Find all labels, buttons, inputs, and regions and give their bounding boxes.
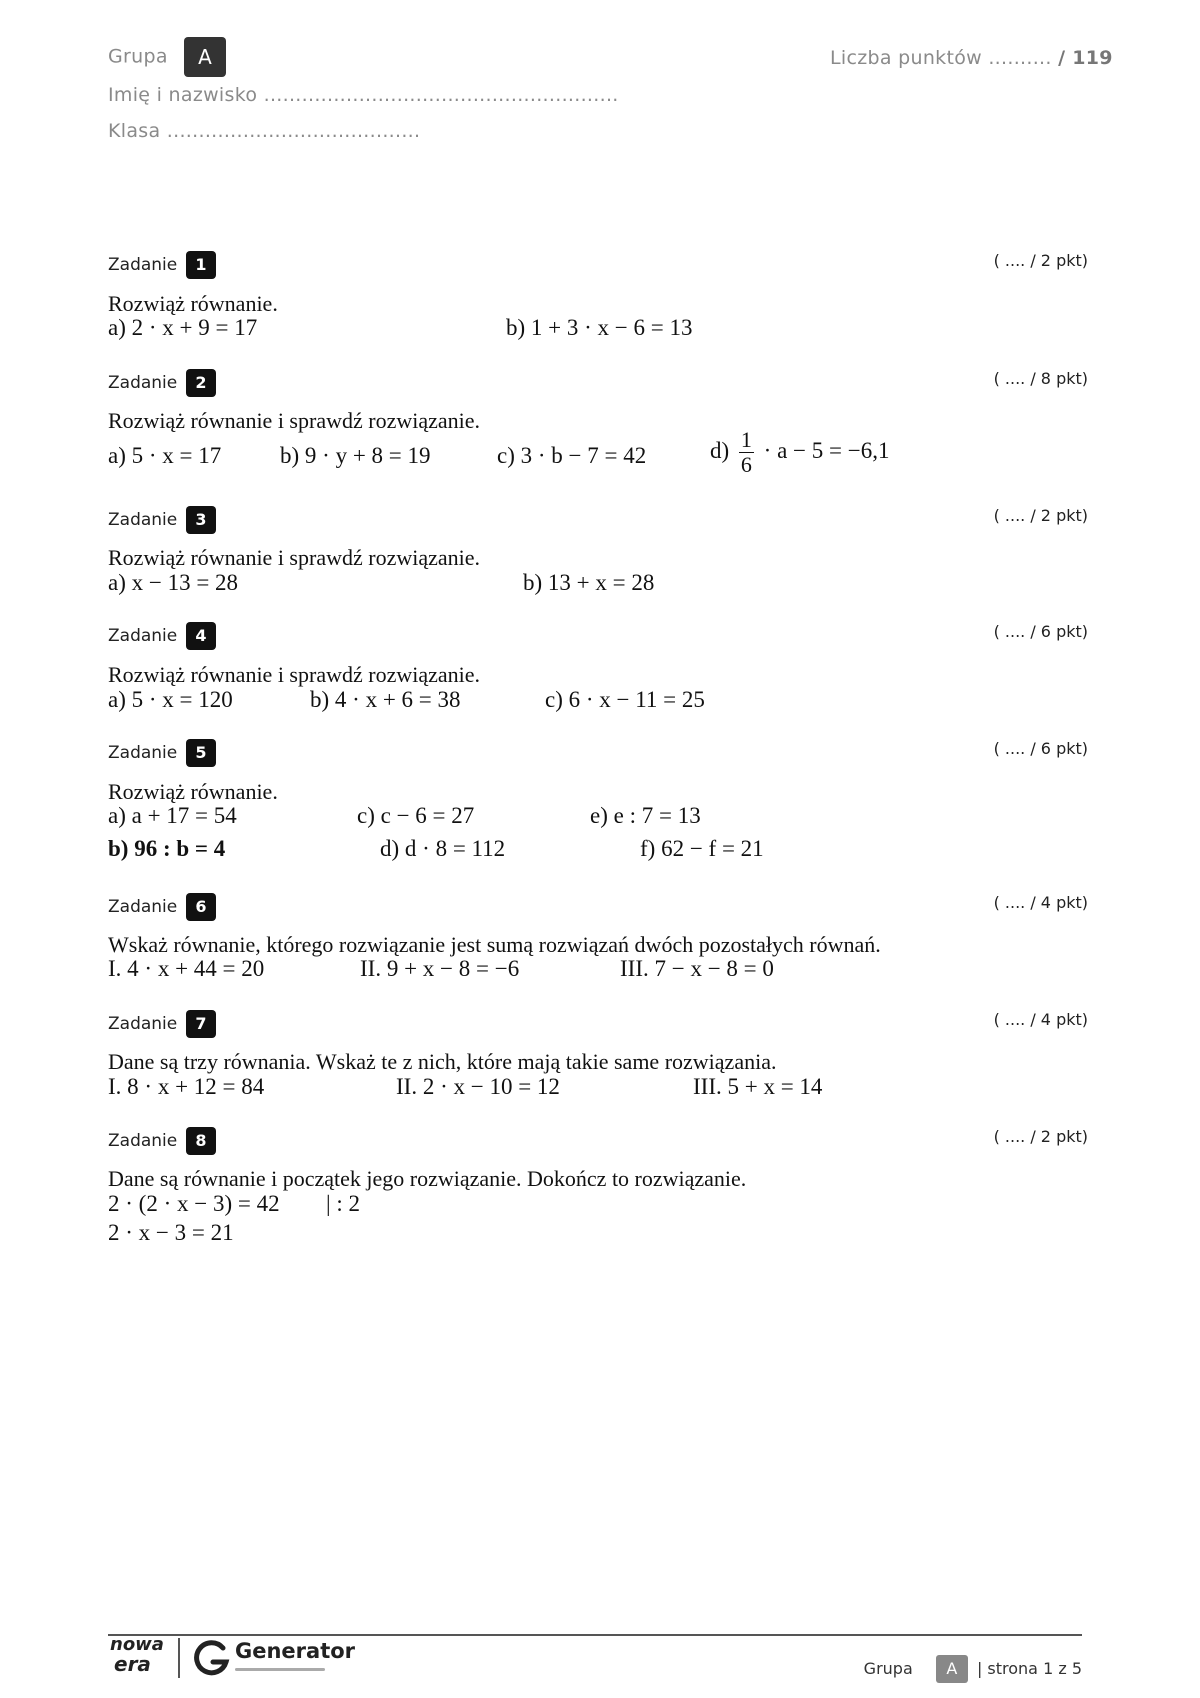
name-dots: ........................................................ — [263, 84, 619, 106]
task-2-eq-d-rest: · a − 5 = −6,1 — [763, 437, 890, 463]
task-4-eq-b: b) 4 · x + 6 = 38 — [310, 687, 461, 712]
footer-group-badge: A — [936, 1655, 968, 1683]
task-4-eq-a: a) 5 · x = 120 — [108, 687, 233, 712]
task-7-header — [108, 1010, 1088, 1040]
task-5-eq-d: d) d · 8 = 112 — [380, 836, 506, 861]
task-6-eq-1: I. 4 · x + 44 = 20 — [108, 956, 265, 981]
task-1-eq-b: b) 1 + 3 · x − 6 = 13 — [506, 315, 693, 340]
points-label: Liczba punktów — [830, 47, 982, 69]
footer-page-info — [864, 1655, 1082, 1683]
task-2-eq-b: b) 9 · y + 8 = 19 — [280, 443, 431, 468]
task-1-header — [108, 251, 1088, 281]
task-label: Zadanie — [108, 510, 178, 530]
group-row — [108, 37, 226, 77]
task-5-eq-e: e) e : 7 = 13 — [590, 803, 701, 828]
task-6-prompt: Wskaż równanie, którego rozwiązanie jest sumą rozwiązań dwóch pozostałych równań. — [108, 932, 881, 957]
logo-generator-text: Generator — [235, 1639, 356, 1663]
name-field[interactable] — [108, 84, 619, 106]
task-8-eq-2: 2 · x − 3 = 21 — [108, 1220, 234, 1245]
task-number: 7 — [186, 1010, 216, 1038]
task-8-eq-1-divisor: | : 2 — [326, 1191, 360, 1216]
task-points: ( .... / 2 pkt) — [993, 251, 1088, 270]
task-points: ( .... / 6 pkt) — [993, 739, 1088, 758]
nowa-era-logo — [110, 1632, 170, 1682]
task-3-eq-a: a) x − 13 = 28 — [108, 570, 239, 595]
task-3-eq-b: b) 13 + x = 28 — [523, 570, 655, 595]
footer-divider — [108, 1634, 1082, 1636]
points-summary — [830, 47, 1113, 69]
task-5-header — [108, 739, 1088, 769]
task-7-eq-1: I. 8 · x + 12 = 84 — [108, 1074, 265, 1099]
task-number: 2 — [186, 369, 216, 397]
task-points: ( .... / 2 pkt) — [993, 1127, 1088, 1146]
points-dots: .......... — [988, 47, 1052, 69]
task-7-eq-3: III. 5 + x = 14 — [693, 1074, 823, 1099]
task-points: ( .... / 4 pkt) — [993, 1010, 1088, 1029]
task-label: Zadanie — [108, 1014, 178, 1034]
class-field[interactable] — [108, 120, 420, 142]
task-1-prompt: Rozwiąż równanie. — [108, 291, 278, 316]
fraction — [739, 428, 754, 477]
task-8-header — [108, 1127, 1088, 1157]
task-number: 6 — [186, 893, 216, 921]
task-2-header — [108, 369, 1088, 399]
task-points: ( .... / 8 pkt) — [993, 369, 1088, 388]
task-4-header — [108, 622, 1088, 652]
task-points: ( .... / 6 pkt) — [993, 622, 1088, 641]
fraction-numerator: 1 — [740, 427, 752, 452]
task-number: 1 — [186, 251, 216, 279]
task-5-prompt: Rozwiąż równanie. — [108, 779, 278, 804]
class-label: Klasa — [108, 120, 161, 142]
footer-group-label: Grupa — [863, 1659, 913, 1678]
task-number: 8 — [186, 1127, 216, 1155]
task-number: 5 — [186, 739, 216, 767]
task-points: ( .... / 2 pkt) — [993, 506, 1088, 525]
task-2-eq-d-label: d) — [710, 437, 730, 463]
generator-g-icon — [193, 1638, 231, 1678]
task-4-eq-c: c) 6 · x − 11 = 25 — [545, 687, 705, 712]
task-6-header — [108, 893, 1088, 923]
points-total: / 119 — [1058, 47, 1113, 69]
task-5-eq-a: a) a + 17 = 54 — [108, 803, 237, 828]
task-5-eq-b: b) 96 : b = 4 — [108, 836, 226, 861]
logo-tagline-line — [235, 1668, 325, 1671]
footer-page-number: | strona 1 z 5 — [976, 1659, 1082, 1678]
task-2-prompt: Rozwiąż równanie i sprawdź rozwiązanie. — [108, 408, 481, 433]
name-label: Imię i nazwisko — [108, 84, 258, 106]
task-8-eq-1: 2 · (2 · x − 3) = 42 — [108, 1191, 280, 1216]
task-7-eq-2: II. 2 · x − 10 = 12 — [396, 1074, 560, 1099]
task-3-prompt: Rozwiąż równanie i sprawdź rozwiązanie. — [108, 545, 481, 570]
task-points: ( .... / 4 pkt) — [993, 893, 1088, 912]
task-number: 3 — [186, 506, 216, 534]
task-2-eq-d — [710, 428, 889, 477]
task-label: Zadanie — [108, 626, 178, 646]
task-label: Zadanie — [108, 743, 178, 763]
task-2-eq-c: c) 3 · b − 7 = 42 — [497, 443, 647, 468]
task-number: 4 — [186, 622, 216, 650]
task-label: Zadanie — [108, 1131, 178, 1151]
logo-nowa: nowa — [110, 1634, 164, 1655]
fraction-denominator: 6 — [740, 452, 752, 477]
task-label: Zadanie — [108, 897, 178, 917]
task-1-eq-a: a) 2 · x + 9 = 17 — [108, 315, 258, 340]
task-5-eq-c: c) c − 6 = 27 — [357, 803, 475, 828]
class-dots: ........................................ — [166, 120, 421, 142]
task-7-prompt: Dane są trzy równania. Wskaż te z nich, które mają takie same rozwiązania. — [108, 1049, 777, 1074]
task-8-prompt: Dane są równanie i początek jego rozwiązanie. Dokończ to rozwiązanie. — [108, 1166, 747, 1191]
task-3-header — [108, 506, 1088, 536]
task-5-eq-f: f) 62 − f = 21 — [640, 836, 764, 861]
logo-separator — [178, 1638, 180, 1678]
task-label: Zadanie — [108, 373, 178, 393]
task-4-prompt: Rozwiąż równanie i sprawdź rozwiązanie. — [108, 662, 481, 687]
logo-era: era — [114, 1652, 151, 1676]
task-6-eq-3: III. 7 − x − 8 = 0 — [620, 956, 774, 981]
group-badge: A — [184, 37, 226, 77]
task-6-eq-2: II. 9 + x − 8 = −6 — [360, 956, 520, 981]
group-label: Grupa — [108, 45, 168, 68]
task-2-eq-a: a) 5 · x = 17 — [108, 443, 222, 468]
task-label: Zadanie — [108, 255, 178, 275]
